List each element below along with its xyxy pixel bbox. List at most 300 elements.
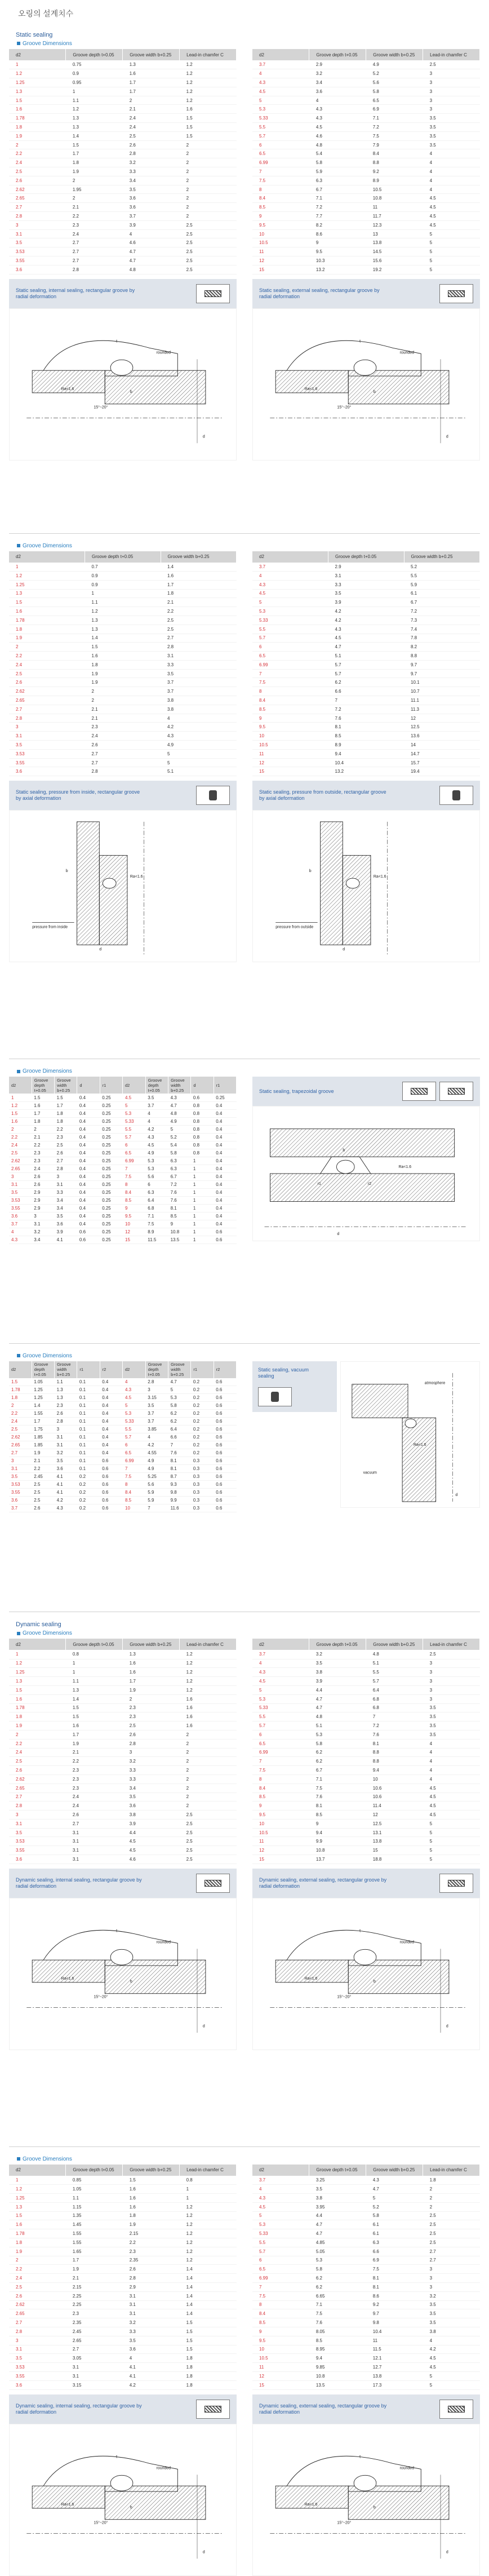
table-row <box>9 1504 123 1512</box>
table-cell: 0.6 <box>214 1497 236 1504</box>
static-table-4-right <box>123 1361 237 1513</box>
column-header: r1 <box>191 1361 214 1378</box>
static-table-2-left <box>9 551 237 777</box>
table-cell: 0.2 <box>191 1433 214 1441</box>
table-cell: 3.5 <box>423 2309 480 2318</box>
table-row <box>9 660 237 669</box>
table-cell: 0.25 <box>100 1228 122 1236</box>
table-cell: 3.6 <box>9 265 66 274</box>
table-cell: 3.3 <box>123 1774 180 1783</box>
table-cell: 4.5 <box>252 87 309 96</box>
table-row <box>9 2185 237 2194</box>
oring-shape <box>405 1419 416 1428</box>
table-row <box>9 1703 237 1712</box>
table-cell: 2.2 <box>66 212 123 221</box>
table-cell: 4.5 <box>123 1846 180 1855</box>
table-cell: 7.2 <box>366 123 423 132</box>
table-cell: 2.7 <box>55 1157 77 1165</box>
table-row <box>252 1650 480 1659</box>
table-cell: 5.3 <box>309 2256 366 2265</box>
table-row <box>9 1465 123 1473</box>
table-cell: 2.6 <box>85 741 161 750</box>
table-cell: 6.8 <box>366 1694 423 1703</box>
table-cell: 4.1 <box>55 1473 77 1481</box>
table-cell: 2.5 <box>180 1819 237 1828</box>
table-cell: 0.25 <box>100 1180 122 1188</box>
table-cell: 4.7 <box>366 2185 423 2194</box>
table-cell: 3 <box>55 1172 77 1180</box>
column-header: Groove depth t+0.05 <box>32 1077 54 1094</box>
table-cell: 1.8 <box>9 2238 66 2247</box>
table-cell: 1.5 <box>180 114 237 123</box>
table-cell: 8.1 <box>309 1802 366 1811</box>
label-d: d <box>99 948 102 952</box>
table-cell: 1.4 <box>180 2300 237 2309</box>
table-cell: 2.7 <box>66 256 123 265</box>
table-cell: 7.5 <box>252 678 328 687</box>
table-cell: 1.7 <box>66 149 123 158</box>
table-cell: 4.3 <box>252 1668 309 1677</box>
table-cell: 8.5 <box>123 1497 145 1504</box>
table-cell: 6.2 <box>168 1410 191 1418</box>
table-cell: 9.9 <box>168 1497 191 1504</box>
table-row <box>252 643 480 652</box>
table-row <box>9 732 237 741</box>
table-cell: 7.6 <box>168 1188 191 1196</box>
table-row <box>252 1721 480 1730</box>
table-cell: 0.1 <box>77 1418 100 1426</box>
table-cell: 4.3 <box>252 580 328 589</box>
table-cell: 2.3 <box>66 1774 123 1783</box>
table-cell: 1.3 <box>66 114 123 123</box>
table-cell: 3 <box>423 96 480 105</box>
table-row <box>123 1504 237 1512</box>
table-cell: 5.5 <box>123 1125 145 1133</box>
table-cell: 0.4 <box>100 1441 122 1449</box>
table-cell: 8.4 <box>252 194 309 203</box>
table-cell: 3.5 <box>423 1730 480 1739</box>
table-cell: 1.1 <box>66 96 123 105</box>
table-row <box>252 185 480 194</box>
table-row <box>252 203 480 212</box>
subheading: Groove Dimensions <box>17 2156 480 2162</box>
table-row <box>252 265 480 274</box>
table-cell: 0.4 <box>214 1165 236 1172</box>
table-cell: 5.3 <box>168 1394 191 1402</box>
table-cell: 2.7 <box>423 2247 480 2256</box>
static-table-4-left <box>9 1361 123 1513</box>
table-cell: 1.5 <box>9 2211 66 2220</box>
table-cell: 1.5 <box>32 1094 54 1101</box>
table-cell: 1 <box>66 1659 123 1668</box>
table-cell: 8.4 <box>252 2309 309 2318</box>
table-cell: 4 <box>145 1109 168 1117</box>
table-cell: 4.5 <box>123 1394 145 1402</box>
table-row <box>9 616 237 625</box>
table-cell: 9 <box>252 714 328 723</box>
table-cell: 0.2 <box>191 1418 214 1426</box>
table-row <box>252 2363 480 2372</box>
table-row <box>252 1668 480 1677</box>
table-cell: 1.7 <box>66 1730 123 1739</box>
table-cell: 0.2 <box>191 1386 214 1394</box>
table-row <box>9 705 237 714</box>
table-cell: 3.6 <box>55 1465 77 1473</box>
table-row <box>9 2176 237 2185</box>
table-row <box>9 589 237 598</box>
static-table-2-right <box>252 551 480 777</box>
table-cell: 1.4 <box>180 2291 237 2300</box>
table-cell: 2 <box>180 149 237 158</box>
table-cell: 8.9 <box>328 741 404 750</box>
table-cell: 9.7 <box>366 2309 423 2318</box>
table-cell: 1.9 <box>32 1449 54 1457</box>
table-row <box>252 1792 480 1802</box>
table-cell: 2.5 <box>180 256 237 265</box>
table-cell: 0.3 <box>191 1473 214 1481</box>
table-cell: 6.5 <box>252 652 328 661</box>
table-cell: 5.3 <box>145 1157 168 1165</box>
table-row <box>9 687 237 696</box>
table-cell: 10.8 <box>309 1846 366 1855</box>
table-row <box>252 1837 480 1846</box>
table-cell: 3.5 <box>145 1094 168 1101</box>
column-header: d <box>191 1077 214 1094</box>
column-header: Groove depth t+0.05 <box>32 1361 54 1378</box>
caption-text: Static sealing, pressure from outside, rectangular groove by axial deformation <box>259 789 386 802</box>
table-cell: 4.5 <box>423 1811 480 1820</box>
table-cell: 0.8 <box>191 1125 214 1133</box>
table-cell: 3.25 <box>309 2176 366 2185</box>
table-cell: 3.1 <box>123 2300 180 2309</box>
table-cell: 2.6 <box>55 1410 77 1418</box>
label-b: b <box>373 1979 376 1984</box>
table-cell: 0.1 <box>77 1465 100 1473</box>
table-cell: 3.9 <box>123 220 180 229</box>
table-row <box>252 2238 480 2247</box>
table-cell: 1.5 <box>9 96 66 105</box>
cover-section <box>343 856 371 945</box>
table-cell: 4.5 <box>423 2354 480 2363</box>
table-cell: 1.05 <box>66 2185 123 2194</box>
table-row <box>252 687 480 696</box>
table-cell: 8.9 <box>366 176 423 185</box>
caption-box <box>9 1869 237 1898</box>
table-cell: 15 <box>252 767 328 776</box>
table-cell: 3.7 <box>252 563 328 572</box>
table-cell: 2.5 <box>423 2238 480 2247</box>
table-cell: 4.5 <box>252 2202 309 2211</box>
table-cell: 6.2 <box>309 2274 366 2283</box>
table-cell: 2.7 <box>85 758 161 767</box>
table-cell: 0.6 <box>214 1410 236 1418</box>
table-row <box>9 1721 237 1730</box>
table-row <box>9 1819 237 1828</box>
table-row <box>252 2176 480 2185</box>
table-cell: 8.8 <box>366 1748 423 1757</box>
table-cell: 2 <box>180 158 237 167</box>
label-atmosphere: atmosphere <box>424 1381 446 1386</box>
table-cell: 4.5 <box>145 1141 168 1149</box>
table-cell: 1.4 <box>180 2265 237 2274</box>
table-cell: 4 <box>423 1766 480 1775</box>
table-row <box>123 1465 237 1473</box>
table-cell: 4.5 <box>423 2363 480 2372</box>
table-cell: 1.1 <box>66 1677 123 1686</box>
dynamic-table-1-left <box>9 1639 237 1864</box>
table-cell: 1.2 <box>180 2220 237 2229</box>
table-cell: 1.2 <box>180 2247 237 2256</box>
table-row <box>123 1473 237 1481</box>
table-cell: 0.25 <box>100 1149 122 1157</box>
table-cell: 1.4 <box>66 131 123 140</box>
table-cell: 0.6 <box>214 1394 236 1402</box>
table-cell: 4 <box>423 1774 480 1783</box>
table-cell: 0.4 <box>100 1418 122 1426</box>
table-row <box>252 669 480 678</box>
table-row <box>9 1196 123 1204</box>
table-cell: 0.6 <box>214 1473 236 1481</box>
table-row <box>252 1739 480 1748</box>
table-cell: 10.4 <box>366 2327 423 2336</box>
table-cell: 2.62 <box>9 1433 32 1441</box>
table-cell: 13.2 <box>328 767 404 776</box>
table-cell: 3.1 <box>32 1220 54 1228</box>
table-cell: 15 <box>252 2380 309 2389</box>
table-cell: 3.1 <box>9 229 66 238</box>
table-cell: 1 <box>191 1172 214 1180</box>
table-cell: 0.4 <box>77 1220 100 1228</box>
table-cell: 3.2 <box>309 1650 366 1659</box>
table-cell: 1 <box>191 1196 214 1204</box>
table-cell: 1.2 <box>180 2202 237 2211</box>
table-cell: 0.1 <box>77 1378 100 1386</box>
table-cell: 4.2 <box>328 616 404 625</box>
table-cell: 8.1 <box>366 2282 423 2291</box>
table-cell: 0.9 <box>85 571 161 580</box>
table-cell: 0.4 <box>100 1386 122 1394</box>
table-row <box>9 1712 237 1721</box>
table-cell: 2.6 <box>32 1504 54 1512</box>
label-angle: 15°~20° <box>94 2521 108 2525</box>
table-cell: 2.6 <box>9 176 66 185</box>
table-cell: 6.7 <box>309 185 366 194</box>
table-cell: 4.7 <box>309 1703 366 1712</box>
table-cell: 2.8 <box>123 149 180 158</box>
table-row <box>123 1433 237 1441</box>
table-cell: 2.5 <box>161 616 237 625</box>
table-cell: 4.55 <box>145 1449 168 1457</box>
table-row <box>9 2371 237 2380</box>
table-cell: 5.6 <box>366 78 423 87</box>
table-cell: 2.2 <box>9 1133 32 1141</box>
table-cell: 0.4 <box>214 1220 236 1228</box>
table-cell: 0.75 <box>66 60 123 69</box>
table-cell: 5.1 <box>309 1721 366 1730</box>
table-cell: 4.7 <box>123 247 180 256</box>
drawing-external-radial <box>252 308 480 461</box>
table-cell: 5 <box>423 1819 480 1828</box>
section-heading: Static sealing <box>16 32 53 38</box>
table-cell: 1.2 <box>180 69 237 78</box>
table-cell: 1 <box>66 1668 123 1677</box>
table-cell: 2.8 <box>9 2327 66 2336</box>
table-cell: 4.5 <box>423 212 480 221</box>
table-row <box>123 1228 237 1236</box>
table-cell: 4.3 <box>145 1133 168 1141</box>
table-cell: 2.5 <box>180 1837 237 1846</box>
table-cell: 1.35 <box>66 2211 123 2220</box>
table-cell: 10.6 <box>366 1783 423 1792</box>
table-cell: 8.2 <box>309 220 366 229</box>
table-cell: 5.6 <box>145 1481 168 1489</box>
table-cell: 9.4 <box>366 1766 423 1775</box>
table-cell: 0.6 <box>214 1236 236 1243</box>
table-cell: 8.1 <box>366 1739 423 1748</box>
table-cell: 3.53 <box>9 749 85 758</box>
table-cell: 10 <box>123 1504 145 1512</box>
table-cell: 2 <box>66 194 123 203</box>
table-row <box>123 1402 237 1410</box>
table-cell: 2 <box>180 176 237 185</box>
table-cell: 9.5 <box>252 220 309 229</box>
table-cell: 0.9 <box>66 69 123 78</box>
table-cell: 7.5 <box>123 1473 145 1481</box>
table-cell: 4.9 <box>145 1149 168 1157</box>
table-cell: 2.3 <box>66 2309 123 2318</box>
table-cell: 4.9 <box>168 1117 191 1125</box>
table-cell: 7.5 <box>366 2265 423 2274</box>
table-cell: 0.6 <box>100 1473 122 1481</box>
table-cell: 4.1 <box>55 1236 77 1243</box>
label-pressure: pressure from inside <box>32 925 68 930</box>
table-cell: 12.5 <box>366 1819 423 1828</box>
table-cell: 0.4 <box>77 1196 100 1204</box>
table-cell: 3.8 <box>161 705 237 714</box>
table-row <box>9 2202 237 2211</box>
table-cell: 1.5 <box>180 2345 237 2354</box>
table-cell: 3.7 <box>123 212 180 221</box>
table-cell: 15.7 <box>404 758 480 767</box>
table-row <box>252 105 480 114</box>
drawing-dynamic-internal <box>9 1898 237 2050</box>
table-cell: 4.1 <box>55 1481 77 1489</box>
table-cell: 7 <box>252 669 328 678</box>
table-cell: 8.95 <box>309 2345 366 2354</box>
column-header: Groove depth t+0.05 <box>309 1639 366 1650</box>
table-cell: 15 <box>123 1236 145 1243</box>
table-row <box>9 2363 237 2372</box>
table-cell: 1.9 <box>9 131 66 140</box>
table-cell: 11.7 <box>366 212 423 221</box>
table-cell: 5.8 <box>168 1402 191 1410</box>
table-row <box>252 1659 480 1668</box>
column-header: Groove width b+0.25 <box>55 1361 77 1378</box>
table-row <box>252 1846 480 1855</box>
table-cell: 9.5 <box>252 723 328 732</box>
table-row <box>9 2274 237 2283</box>
table-cell: 1 <box>191 1157 214 1165</box>
table-cell: 0.4 <box>77 1188 100 1196</box>
table-cell: 1.8 <box>55 1109 77 1117</box>
table-cell: 5.5 <box>366 1668 423 1677</box>
table-row <box>123 1489 237 1497</box>
table-cell: 0.4 <box>214 1196 236 1204</box>
table-cell: 1.25 <box>9 78 66 87</box>
table-cell: 2.5 <box>123 1721 180 1730</box>
table-cell: 4 <box>423 158 480 167</box>
table-cell: 3.5 <box>55 1212 77 1220</box>
table-row <box>9 1828 237 1837</box>
table-cell: 2.5 <box>423 1650 480 1659</box>
column-header: Groove width b+0.25 <box>168 1077 191 1094</box>
table-cell: 5 <box>123 1402 145 1410</box>
table-cell: 3.4 <box>309 78 366 87</box>
table-cell: 2.2 <box>9 1410 32 1418</box>
table-cell: 2.5 <box>9 669 85 678</box>
table-cell: 4.5 <box>252 589 328 598</box>
table-cell: 1.4 <box>180 2309 237 2318</box>
table-cell: 6.5 <box>123 1149 145 1157</box>
table-cell: 8.8 <box>366 1757 423 1766</box>
table-row <box>9 1668 237 1677</box>
table-cell: 17.3 <box>366 2380 423 2389</box>
table-cell: 11.5 <box>145 1236 168 1243</box>
table-cell: 5.33 <box>252 2229 309 2238</box>
table-cell: 5.3 <box>123 1410 145 1418</box>
label-angle: 15°~20° <box>337 405 352 410</box>
table-cell: 1.8 <box>161 589 237 598</box>
table-row <box>9 696 237 705</box>
table-row <box>252 1766 480 1775</box>
table-cell: 3.6 <box>123 203 180 212</box>
table-cell: 2.3 <box>85 723 161 732</box>
table-cell: 1.6 <box>180 1694 237 1703</box>
table-cell: 3.2 <box>423 2291 480 2300</box>
table-cell: 6.7 <box>168 1172 191 1180</box>
column-header: d2 <box>123 1361 145 1378</box>
table-row <box>9 2211 237 2220</box>
table-cell: 12 <box>252 256 309 265</box>
table-cell: 0.4 <box>100 1433 122 1441</box>
table-cell: 3.1 <box>66 2371 123 2380</box>
table-row <box>123 1109 237 1117</box>
table-row <box>9 1846 237 1855</box>
table-cell: 1.6 <box>180 105 237 114</box>
label-b: b <box>130 390 132 394</box>
table-cell: 4 <box>423 1748 480 1757</box>
table-cell: 1.2 <box>66 105 123 114</box>
table-cell: 2.8 <box>66 265 123 274</box>
cover-section <box>99 856 127 945</box>
table-cell: 7.8 <box>404 634 480 643</box>
table-cell: 9.8 <box>168 1489 191 1497</box>
table-cell: 5 <box>366 2193 423 2202</box>
table-row <box>9 1094 123 1101</box>
table-cell: 3.8 <box>123 1811 180 1820</box>
table-cell: 10.8 <box>168 1228 191 1236</box>
table-cell: 4.2 <box>55 1497 77 1504</box>
table-row <box>9 1157 123 1165</box>
table-cell: 0.25 <box>100 1220 122 1228</box>
table-cell: 3.5 <box>423 1712 480 1721</box>
table-cell: 5.3 <box>123 1109 145 1117</box>
column-header: Groove depth t+0.05 <box>309 49 366 60</box>
table-row <box>9 176 237 185</box>
table-cell: 3.7 <box>145 1410 168 1418</box>
table-row <box>9 212 237 221</box>
table-cell: 0.4 <box>214 1141 236 1149</box>
